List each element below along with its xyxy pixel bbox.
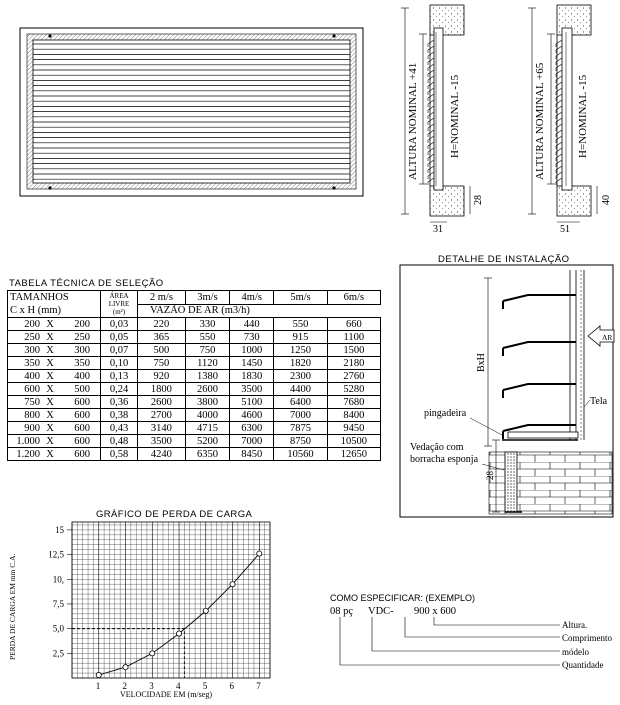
flow-cell: 3140 xyxy=(138,422,186,435)
table-header-row xyxy=(8,291,381,305)
louver-blade xyxy=(428,178,434,185)
louver-blade xyxy=(428,58,434,65)
header-area-line1: ÁREA xyxy=(109,292,129,300)
header-vel-5: 5m/s xyxy=(274,291,327,305)
spec-label-altura: Altura. xyxy=(562,620,588,630)
chart-xlabel: VELOCIDADE EM (m/seg) xyxy=(120,690,212,699)
x-tick-label: 6 xyxy=(229,681,235,691)
size-x: X xyxy=(46,448,54,460)
size-h: 250 xyxy=(74,331,90,343)
louver-blade xyxy=(428,94,434,101)
size-h: 200 xyxy=(74,318,90,330)
louver-blade xyxy=(428,82,434,89)
wall-bottom-right xyxy=(557,186,591,216)
flow-cell: 12650 xyxy=(327,448,380,461)
size-x: X xyxy=(46,370,54,382)
header-vel-6: 6m/s xyxy=(327,291,380,305)
flow-cell: 3500 xyxy=(230,383,274,396)
flow-cell: 9450 xyxy=(327,422,380,435)
size-cell xyxy=(8,370,101,383)
table-row xyxy=(8,331,381,344)
header-area xyxy=(101,291,138,318)
chart-ylabel: PERDA DE CARGA EM mm C.A. xyxy=(8,553,17,660)
flow-cell: 5280 xyxy=(327,383,380,396)
area-cell: 0,03 xyxy=(101,318,138,331)
size-h: 600 xyxy=(74,448,90,460)
table-row xyxy=(8,318,381,331)
header-vel-4: 4m/s xyxy=(230,291,274,305)
flow-cell: 4600 xyxy=(230,409,274,422)
flow-cell: 1450 xyxy=(230,357,274,370)
y-tick-label: 2,5 xyxy=(52,648,64,659)
louver-blade xyxy=(428,130,434,137)
louver-blade xyxy=(428,88,434,95)
area-cell: 0,43 xyxy=(101,422,138,435)
flow-cell: 6300 xyxy=(230,422,274,435)
size-c: 1.200 xyxy=(16,448,40,460)
size-cell xyxy=(8,357,101,370)
table-row xyxy=(8,370,381,383)
size-c: 400 xyxy=(24,370,40,382)
x-tick-label: 5 xyxy=(202,681,208,691)
louver-blade xyxy=(428,148,434,155)
flow-cell: 750 xyxy=(185,344,229,357)
spec-label-modelo: módelo xyxy=(562,647,589,657)
flow-cell: 2600 xyxy=(185,383,229,396)
louver-blade xyxy=(428,106,434,113)
spec-qty: 08 pç xyxy=(330,606,354,617)
size-cell xyxy=(8,318,101,331)
size-x: X xyxy=(46,409,54,421)
flow-cell: 220 xyxy=(138,318,186,331)
spec-model: VDC- xyxy=(368,606,394,617)
flow-cell: 730 xyxy=(230,331,274,344)
size-x: X xyxy=(46,435,54,447)
size-c: 800 xyxy=(24,409,40,421)
size-x: X xyxy=(46,383,54,395)
size-c: 900 xyxy=(24,422,40,434)
data-point xyxy=(123,665,128,670)
flow-cell: 10560 xyxy=(274,448,327,461)
header-area-line2: LIVRE xyxy=(108,300,130,308)
flow-cell: 440 xyxy=(230,318,274,331)
sealing-rubber xyxy=(505,452,517,512)
flow-cell: 915 xyxy=(274,331,327,344)
install-tela-label: Tela xyxy=(590,396,608,407)
size-c: 750 xyxy=(24,396,40,408)
side-view-left xyxy=(401,5,484,235)
area-cell: 0,13 xyxy=(101,370,138,383)
flow-cell: 10500 xyxy=(327,435,380,448)
table-row xyxy=(8,422,381,435)
size-h: 600 xyxy=(74,435,90,447)
flow-cell: 2700 xyxy=(138,409,186,422)
size-cell xyxy=(8,331,101,344)
area-cell: 0,48 xyxy=(101,435,138,448)
louver-blade xyxy=(428,136,434,143)
flow-cell: 5200 xyxy=(185,435,229,448)
right-h-label: H=NOMINAL -15 xyxy=(577,74,589,158)
flow-cell: 660 xyxy=(327,318,380,331)
flow-cell: 330 xyxy=(185,318,229,331)
flow-cell: 920 xyxy=(138,370,186,383)
flow-cell: 6400 xyxy=(274,396,327,409)
data-point xyxy=(96,672,101,677)
table-row xyxy=(8,383,381,396)
data-point xyxy=(257,551,262,556)
screw-icon xyxy=(48,34,51,37)
flow-cell: 6350 xyxy=(185,448,229,461)
louver-blade xyxy=(428,100,434,107)
installation-detail xyxy=(400,254,614,517)
louver-blade xyxy=(428,154,434,161)
louver-blade xyxy=(428,124,434,131)
data-point xyxy=(203,608,208,613)
wall-bottom-left xyxy=(430,186,464,216)
spec-label-comprimento: Comprimento xyxy=(562,633,612,643)
table-row xyxy=(8,344,381,357)
left-width-dim: 31 xyxy=(433,224,443,235)
flow-cell: 4000 xyxy=(185,409,229,422)
y-tick-label: 12,5 xyxy=(48,549,64,560)
size-cell xyxy=(8,344,101,357)
flow-cell: 550 xyxy=(274,318,327,331)
screw-icon xyxy=(48,186,51,189)
area-cell: 0,05 xyxy=(101,331,138,344)
table-row xyxy=(8,448,381,461)
flow-cell: 1250 xyxy=(274,344,327,357)
table-row xyxy=(8,396,381,409)
size-c: 350 xyxy=(24,357,40,369)
area-cell: 0,07 xyxy=(101,344,138,357)
louver-blade xyxy=(428,160,434,167)
size-cell xyxy=(8,396,101,409)
flow-cell: 2600 xyxy=(138,396,186,409)
flow-cell: 365 xyxy=(138,331,186,344)
flow-cell: 3500 xyxy=(138,435,186,448)
flow-cell: 500 xyxy=(138,344,186,357)
flow-cell: 1820 xyxy=(274,357,327,370)
louver-blade xyxy=(428,52,434,59)
size-c: 600 xyxy=(24,383,40,395)
screw-icon xyxy=(332,34,335,37)
install-bxh-label: BxH xyxy=(476,353,487,372)
size-cell xyxy=(8,435,101,448)
size-h: 600 xyxy=(74,409,90,421)
flow-cell: 1380 xyxy=(185,370,229,383)
x-tick-label: 7 xyxy=(256,681,261,691)
area-cell: 0,38 xyxy=(101,409,138,422)
size-x: X xyxy=(46,344,54,356)
louver-blade xyxy=(428,76,434,83)
header-vel-2: 2 m/s xyxy=(138,291,186,305)
flow-cell: 7000 xyxy=(274,409,327,422)
spec-example xyxy=(330,593,612,670)
louver-blade xyxy=(428,166,434,173)
install-vedacao-line2: borracha esponja xyxy=(410,454,479,465)
table-subheader-row xyxy=(8,304,381,318)
table-row xyxy=(8,409,381,422)
louver-blade xyxy=(428,46,434,53)
right-width-dim: 51 xyxy=(560,224,570,235)
size-x: X xyxy=(46,318,54,330)
x-tick-label: 1 xyxy=(95,681,101,691)
size-c: 1.000 xyxy=(16,435,40,447)
size-x: X xyxy=(46,396,54,408)
size-cell xyxy=(8,409,101,422)
flow-cell: 1830 xyxy=(230,370,274,383)
size-x: X xyxy=(46,357,54,369)
size-h: 600 xyxy=(74,396,90,408)
size-c: 250 xyxy=(24,331,40,343)
header-vel-3: 3m/s xyxy=(185,291,229,305)
y-tick-label: 7,5 xyxy=(52,598,64,609)
header-size-unit: C x H (mm) xyxy=(8,304,101,318)
header-flow: VAZÃO DE AR (m3/h) xyxy=(138,304,381,318)
y-tick-label: 10, xyxy=(52,574,64,585)
selection-table xyxy=(7,290,381,461)
louver-blade xyxy=(428,172,434,179)
flow-cell: 1500 xyxy=(327,344,380,357)
right-bottom-dim: 40 xyxy=(601,195,612,205)
size-h: 500 xyxy=(74,383,90,395)
size-cell xyxy=(8,422,101,435)
louver-blade xyxy=(428,142,434,149)
left-h-label: H=NOMINAL -15 xyxy=(449,74,461,158)
flow-cell: 1100 xyxy=(327,331,380,344)
size-x: X xyxy=(46,331,54,343)
flow-cell: 1800 xyxy=(138,383,186,396)
header-area-unit: (m²) xyxy=(112,308,126,316)
x-tick-label: 4 xyxy=(176,681,181,691)
flow-cell: 750 xyxy=(138,357,186,370)
pressure-loss-chart xyxy=(8,509,270,699)
y-tick-label: 15 xyxy=(55,524,64,535)
x-tick-label: 2 xyxy=(122,681,128,691)
flow-cell: 1000 xyxy=(230,344,274,357)
louver-blade xyxy=(428,40,434,47)
size-x: X xyxy=(46,422,54,434)
data-point xyxy=(176,631,181,636)
area-cell: 0,36 xyxy=(101,396,138,409)
flow-cell: 2300 xyxy=(274,370,327,383)
header-tamanhos: TAMANHOS xyxy=(8,291,101,305)
spec-title: COMO ESPECIFICAR: (EXEMPLO) xyxy=(330,593,476,603)
install-ar-label: AR xyxy=(602,333,613,342)
table-row xyxy=(8,357,381,370)
chart-title: GRÁFICO DE PERDA DE CARGA xyxy=(96,509,253,520)
louver-blade xyxy=(428,70,434,77)
flow-cell: 8400 xyxy=(327,409,380,422)
flow-cell: 2180 xyxy=(327,357,380,370)
data-point xyxy=(150,651,155,656)
size-c: 300 xyxy=(24,344,40,356)
flow-cell: 7000 xyxy=(230,435,274,448)
flow-cell: 8450 xyxy=(230,448,274,461)
size-h: 300 xyxy=(74,344,90,356)
flow-cell: 2760 xyxy=(327,370,380,383)
x-tick-label: 3 xyxy=(149,681,154,691)
screw-icon xyxy=(332,186,335,189)
left-altura-label: ALTURA NOMINAL +41 xyxy=(407,62,419,180)
side-view-right xyxy=(528,5,612,235)
flow-cell: 4715 xyxy=(185,422,229,435)
flow-cell: 8750 xyxy=(274,435,327,448)
size-c: 200 xyxy=(24,318,40,330)
data-point xyxy=(230,582,235,587)
left-bottom-dim: 28 xyxy=(473,195,484,205)
right-altura-label: ALTURA NOMINAL +65 xyxy=(534,62,546,180)
flow-cell: 550 xyxy=(185,331,229,344)
louver-blade xyxy=(428,118,434,125)
flow-cell: 3800 xyxy=(185,396,229,409)
size-h: 400 xyxy=(74,370,90,382)
flow-cell: 1120 xyxy=(185,357,229,370)
table-row xyxy=(8,435,381,448)
table-title: TABELA TÉCNICA DE SELEÇÃO xyxy=(9,278,164,289)
louver-blade xyxy=(428,112,434,119)
install-title: DETALHE DE INSTALAÇÃO xyxy=(438,254,570,265)
spec-size: 900 x 600 xyxy=(414,606,456,617)
flow-cell: 7680 xyxy=(327,396,380,409)
louver-blade xyxy=(428,64,434,71)
install-pingadeira-label: pingadeira xyxy=(424,408,467,419)
area-cell: 0,10 xyxy=(101,357,138,370)
area-cell: 0,58 xyxy=(101,448,138,461)
flow-cell: 4240 xyxy=(138,448,186,461)
flow-cell: 4400 xyxy=(274,383,327,396)
size-cell xyxy=(8,448,101,461)
area-cell: 0,24 xyxy=(101,383,138,396)
size-h: 600 xyxy=(74,422,90,434)
chart-plot-area xyxy=(72,522,270,678)
flow-cell: 7875 xyxy=(274,422,327,435)
size-h: 350 xyxy=(74,357,90,369)
install-28-dim: 28 xyxy=(485,471,495,480)
spec-label-quantidade: Quantidade xyxy=(562,660,604,670)
y-tick-label: 5,0 xyxy=(52,623,64,634)
install-vedacao-line1: Vedação com xyxy=(410,442,464,453)
flow-cell: 5100 xyxy=(230,396,274,409)
size-cell xyxy=(8,383,101,396)
